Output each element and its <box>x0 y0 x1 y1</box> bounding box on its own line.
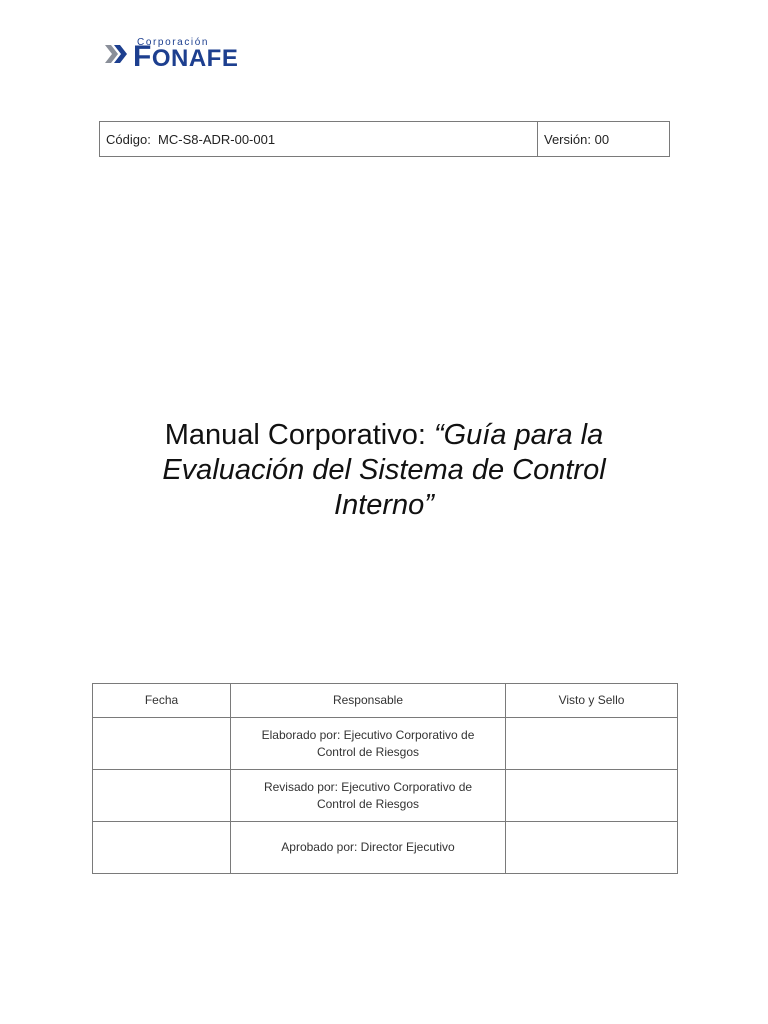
header-fecha: Fecha <box>93 684 231 718</box>
table-row <box>93 822 678 874</box>
document-title <box>110 418 658 523</box>
responsable-cell <box>231 718 506 770</box>
responsable-cell <box>231 822 506 874</box>
responsable-cell <box>231 770 506 822</box>
fecha-cell <box>93 822 231 874</box>
visto-cell <box>506 822 678 874</box>
logo-rest: ONAFE <box>151 45 239 72</box>
table-row <box>93 718 678 770</box>
responsibles-table <box>92 683 678 874</box>
title-italic: “Guía para la Evaluación del Sistema de Control Interno” <box>162 419 606 521</box>
chevron-logo-icon <box>103 36 133 72</box>
codigo-value: MC-S8-ADR-00-001 <box>158 131 276 147</box>
fecha-cell <box>93 718 231 770</box>
version-value: 00 <box>594 131 610 147</box>
version-label: Versión: <box>544 131 591 147</box>
header-visto-sello: Visto y Sello <box>506 684 678 718</box>
codigo-cell <box>100 122 538 157</box>
visto-cell <box>506 770 678 822</box>
table-row <box>93 770 678 822</box>
visto-cell <box>506 718 678 770</box>
codigo-label: Código: <box>106 131 151 147</box>
fonafe-logo <box>103 36 253 72</box>
logo-subtitle: Corporación <box>137 37 210 48</box>
responsable-text: Elaborado por: Ejecutivo Corporativo de Control de Riesgos <box>261 727 475 759</box>
table-header-row <box>93 684 678 718</box>
responsable-text: Revisado por: Ejecutivo Corporativo de Control de Riesgos <box>263 779 473 811</box>
logo-initial: F <box>133 40 152 73</box>
fecha-cell <box>93 770 231 822</box>
document-code-table <box>99 121 670 157</box>
version-cell <box>538 122 670 157</box>
responsable-text: Aprobado por: Director Ejecutivo <box>281 840 455 854</box>
header-responsable: Responsable <box>231 684 506 718</box>
title-prefix: Manual Corporativo: <box>164 419 434 451</box>
